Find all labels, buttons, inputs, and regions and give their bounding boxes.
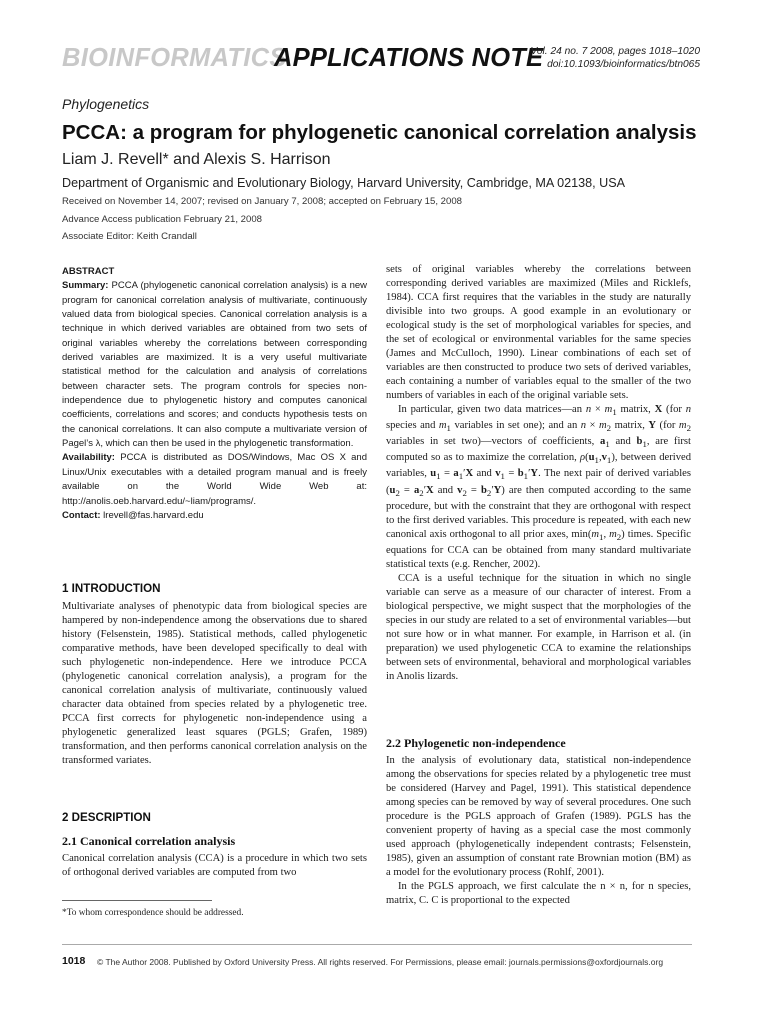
cca-paragraph: Canonical correlation analysis (CCA) is a procedure in which two sets of orthogonal derived variables are computed from two	[62, 853, 367, 878]
description-heading: 2 DESCRIPTION	[62, 811, 151, 824]
paper-title: PCCA: a program for phylogenetic canonical correlation analysis	[62, 121, 697, 144]
intro-text	[62, 600, 367, 768]
abstract	[62, 265, 367, 523]
intro-heading: 1 INTRODUCTION	[62, 582, 161, 595]
intro-paragraph: Multivariate analyses of phenotypic data from biological species are hampered by non-independence among the observations due to shared history (Felsenstein, 1985). Statistical methods, called phylogenetic comparative methods, have been developed specifically to deal with such phylogenetic non-independence. Here we introduce PCCA (phylogenetic canonical correlation analysis), a program for the canonical correlation analysis of multivariate, continuously valued character data obtained from species related by a phylogenetic tree. PCCA first corrects for phylogenetic non-independence using a phylogenetic generalized least squares (PGLS; Grafen, 1989) transformation, and then performs canonical correlation analysis on the transformed variates.	[62, 601, 367, 766]
availability-label: Availability:	[62, 452, 115, 464]
journal-name: BIOINFORMATICS	[62, 44, 287, 72]
authors: Liam J. Revell* and Alexis S. Harrison	[62, 151, 331, 168]
footnote: *To whom correspondence should be addressed.	[62, 908, 244, 918]
article-type: APPLICATIONS NOTE	[274, 44, 544, 72]
phylo-nonindependence-subheading: 2.2 Phylogenetic non-independence	[386, 736, 566, 750]
received-dates: Received on November 14, 2007; revised on January 7, 2008; accepted on February 15, 2008	[62, 196, 462, 207]
summary-label: Summary:	[62, 280, 109, 292]
copyright-notice: © The Author 2008. Published by Oxford University Press. All rights reserved. For Permissions, please email: journals.permissions@oxfordjournals.org	[97, 957, 664, 967]
associate-editor: Associate Editor: Keith Crandall	[62, 231, 197, 242]
right-paragraph-2: In particular, given two data matrices—an $n \times m_1$ matrix, X (for n species and $m_1$ variables in set one); and an $n \times m_2$ matrix, Y (for $m_2$ variables in set two)—vectors of coefficients, $a_1$ and $b_1$, are first computed so as to maximize the correlation, $\rho(u_1,v_1)$, between derived variables, $u_1 = a_1'X$ and $v_1 = b_1'Y$. The next pair of derived variables ($u_2 = a_2'X$ and $v_2 = b_2'Y$) are then computed according to the same procedure, but with the constraint that they are orthogonal with respect to the first derived variables. This procedure is repeated, with each new canonical axis orthogonal to all prior axes, $\min(m_1$, $m_2$) times. Specific equations for CCA can be obtained from many standard multivariate statistical texts (e.g. Rencher, 2002).	[386, 404, 691, 570]
section-label: Phylogenetics	[62, 96, 150, 112]
affiliation: Department of Organismic and Evolutionary Biology, Harvard University, Cambridge, MA 02138, USA	[62, 176, 625, 190]
contact-label: Contact:	[62, 509, 101, 521]
right-column-text-2	[386, 754, 691, 908]
cca-subheading: 2.1 Canonical correlation analysis	[62, 834, 236, 848]
abstract-summary	[62, 279, 367, 451]
right-paragraph-1: sets of original variables whereby the correlations between corresponding derived variables are maximized (Miles and Ricklefs, 1984). CCA first requires that the variables in the study are naturally divisible into two groups. A good example in an evolutionary or ecological study is the set of morphological variables for species, and the set of ecological or environmental variables for the same species (James and McCulloch, 1990). Linear combinations of each set of variables are then constructed to produce two sets of derived variables, each containing a number of variables equal to the smaller of the two numbers of variables in each of the original variable sets.	[386, 264, 691, 401]
right-paragraph-4: In the analysis of evolutionary data, statistical non-independence among the observations for species related by a phylogenetic tree must be considered (Harvey and Pagel, 1991). This statistical dependence among species can be removed by way of several procedures. One such procedure is the PGLS approach of Grafen (1989). PGLS has the convenient property of having as a special case the most commonly used approach (phylogenetically independent contrasts; Felsenstein, 1985), given an assumption of constant rate Brownian motion (BM) as a model for the evolutionary process (Rohlf, 2001).	[386, 755, 691, 878]
right-paragraph-5: In the PGLS approach, we first calculate the n × n, for n species, matrix, C. C is proportional to the expected	[386, 881, 691, 906]
contact-email[interactable]: lrevell@fas.harvard.edu	[103, 509, 204, 521]
availability-text: PCCA is distributed as DOS/Windows, Mac OS X and Linux/Unix executables with a detailed program manual and is freely available on the World Wide Web at: http://anolis.oeb.harvard.edu/~liam/programs/.	[62, 452, 367, 507]
right-column-text	[386, 263, 691, 684]
volume-line: Vol. 24 no. 7 2008, pages 1018–1020	[530, 46, 700, 57]
abstract-availability	[62, 451, 367, 508]
abstract-contact	[62, 509, 367, 523]
footer-rule	[62, 944, 692, 945]
summary-text: PCCA (phylogenetic canonical correlation analysis) is a new program for canonical correlation analysis of multivariate, continuously valued data from biological species. Canonical correlation analysis is a technique in which derived variables are obtained from two sets of original variables whereby the correlations between corresponding derived variables are maximized. It is a very useful multivariate statistical method for the calculation and analysis of correlations between character sets. The program controls for species non-independence due to phylogenetic history and computes canonical coefficients, correlations and scores; and conducts hypothesis tests on the canonical correlations. It can also compute a multivariate version of Pagel’s λ, which can then be used in the phylogenetic transformation.	[62, 280, 367, 450]
cca-text	[62, 852, 367, 880]
page-number: 1018	[62, 955, 86, 967]
volume-info	[530, 45, 700, 71]
right-paragraph-3: CCA is a useful technique for the situation in which no single variable can serve as a measure of our character of interest. From a biological perspective, we might suspect that the morphologies of the species in our study are related to a set of environmental variables—but not sure how or in what manner. For example, in Harrison et al. (in preparation) we used phylogenetic CCA to examine the relationships between sets of environmental, behavioral and morphological variables in Anolis lizards.	[386, 572, 691, 682]
abstract-heading: ABSTRACT	[62, 266, 115, 277]
footnote-rule	[62, 900, 212, 901]
advance-access: Advance Access publication February 21, 2008	[62, 214, 262, 225]
journal-header	[62, 44, 702, 76]
doi-line: doi:10.1093/bioinformatics/btn065	[547, 59, 700, 70]
